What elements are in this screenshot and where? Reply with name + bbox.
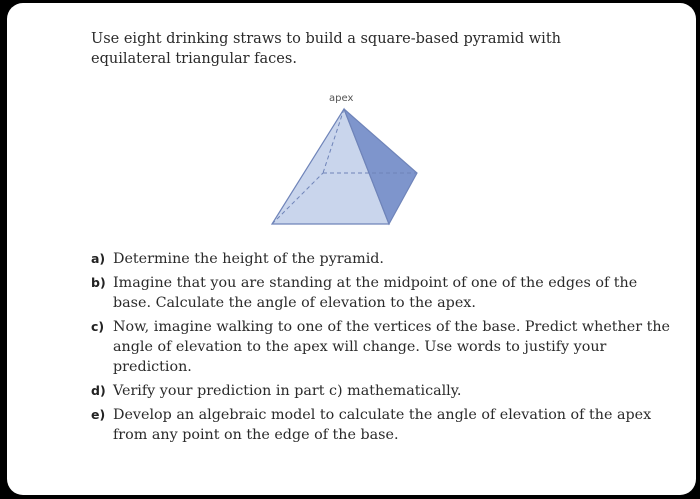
- part-label: d): [91, 383, 106, 398]
- part-text: Imagine that you are standing at the midpoint of one of the edges of the base. Calculate the angle of elevation to the apex.: [113, 275, 638, 311]
- question-part-d: [91, 381, 671, 401]
- part-label: e): [91, 407, 106, 422]
- apex-label: apex: [329, 93, 354, 104]
- pyramid-figure: [257, 89, 437, 234]
- part-text: Now, imagine walking to one of the vertices of the base. Predict whether the angle of elevation to the apex will change. Use words to justify your prediction.: [113, 319, 670, 375]
- question-part-e: [91, 405, 671, 445]
- part-text: Develop an algebraic model to calculate the angle of elevation of the apex from any point on the edge of the base.: [113, 407, 652, 443]
- part-label: a): [91, 251, 106, 266]
- question-parts: [91, 249, 671, 449]
- part-text: Verify your prediction in part c) mathematically.: [113, 383, 462, 399]
- problem-card: [7, 3, 696, 495]
- part-label: b): [91, 275, 106, 290]
- problem-intro: Use eight drinking straws to build a square-based pyramid with equilateral triangular faces.: [91, 31, 561, 67]
- question-part-a: [91, 249, 671, 269]
- question-part-b: [91, 273, 671, 313]
- question-part-c: [91, 317, 671, 377]
- part-text: Determine the height of the pyramid.: [113, 251, 384, 267]
- part-label: c): [91, 319, 105, 334]
